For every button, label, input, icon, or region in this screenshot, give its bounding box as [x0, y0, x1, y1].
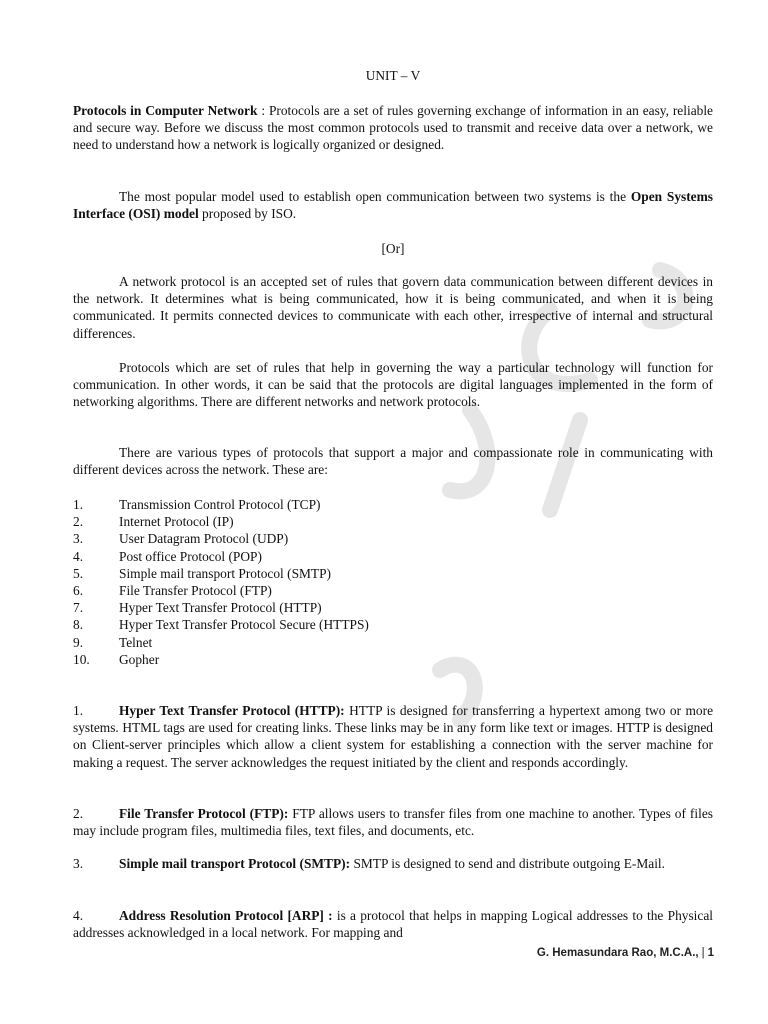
types-paragraph: There are various types of protocols that support a major and compassionate role in communicating with different devices across the network. These are:: [73, 445, 713, 478]
unit-title: UNIT – V: [365, 68, 421, 83]
intro-term: Protocols in Computer Network: [73, 103, 258, 118]
list-number: 8.: [73, 617, 84, 633]
list-item: [73, 616, 713, 633]
intro-paragraph: [73, 102, 713, 154]
list-number: 3.: [73, 531, 84, 547]
list-item: [73, 530, 713, 547]
detail-smtp: [73, 855, 713, 872]
list-number: 5.: [73, 565, 84, 581]
detail-term: File Transfer Protocol (FTP):: [119, 806, 289, 821]
detail-term: Simple mail transport Protocol (SMTP):: [119, 856, 351, 871]
list-label: Telnet: [119, 634, 153, 650]
list-item: [73, 548, 713, 565]
footer-author: G. Hemasundara Rao, M.C.A.,: [536, 947, 699, 959]
list-number: 1.: [73, 497, 84, 512]
detail-number: 3.: [73, 856, 84, 871]
detail-text: HTTP is designed for transferring a hypertext among two or more systems. HTML tags are used for creating links. These links may be in any form like text or images. HTTP is designed on Client-server principles which allow a client system for establishing a connection with the server machine for making a request. The server acknowledges the request initiated by the client and responds accordingly.: [73, 703, 714, 770]
page-number: 1: [707, 947, 714, 959]
page-footer: [537, 947, 714, 959]
list-item: [73, 634, 713, 651]
list-item: [73, 513, 713, 530]
intro-text: Protocols are a set of rules governing exchange of information in an easy, reliable and secure way. Before we discuss the most common protocols used to transmit and receive data over a network, we need to understand how a network is logically organized or designed.: [73, 103, 713, 153]
list-label: Internet Protocol (IP): [119, 514, 234, 530]
list-label: Simple mail transport Protocol (SMTP): [119, 565, 332, 581]
list-number: 7.: [73, 600, 84, 616]
or-separator: [Or]: [381, 241, 405, 256]
osi-before: The most popular model used to establish open communication between two systems is the: [119, 189, 631, 204]
list-item: [73, 496, 713, 513]
list-number: 6.: [73, 582, 84, 598]
list-label: Gopher: [119, 651, 160, 667]
intro-separator: :: [257, 103, 269, 118]
detail-http: [73, 702, 713, 771]
detail-text: is a protocol that helps in mapping Logical addresses to the Physical addresses acknowledged in a local network. For mapping and: [73, 908, 713, 941]
list-number: 2.: [73, 514, 84, 530]
protocol-list: [73, 496, 713, 668]
detail-term: Address Resolution Protocol [ARP] :: [119, 908, 333, 923]
list-label: Hyper Text Transfer Protocol (HTTP): [119, 600, 322, 616]
list-label: Hyper Text Transfer Protocol Secure (HTTPS): [119, 617, 369, 633]
list-label: Transmission Control Protocol (TCP): [119, 497, 321, 512]
languages-paragraph: Protocols which are set of rules that help in governing the way a particular technology will function for communication. In other words, it can be said that the protocols are digital languages implemented in the form of networking algorithms. There are different networks and network protocols.: [73, 360, 713, 410]
detail-number: 2.: [73, 806, 84, 821]
list-number: 10.: [73, 651, 90, 667]
osi-model-term: Open Systems Interface (OSI) model: [73, 189, 713, 222]
list-label: File Transfer Protocol (FTP): [119, 582, 272, 598]
detail-number: 1.: [73, 703, 84, 718]
list-number: 9.: [73, 634, 84, 650]
detail-text: SMTP is designed to send and distribute outgoing E-Mail.: [350, 856, 666, 871]
detail-text: FTP allows users to transfer files from one machine to another. Types of files may include program files, multimedia files, text files, and documents, etc.: [73, 806, 713, 839]
osi-paragraph: [73, 188, 713, 222]
osi-after: proposed by ISO.: [198, 206, 297, 222]
footer-separator: |: [701, 947, 705, 959]
list-number: 4.: [73, 548, 84, 564]
list-item: [73, 582, 713, 599]
document-page: [73, 0, 713, 1024]
list-item: [73, 651, 713, 668]
detail-arp: [73, 907, 713, 941]
detail-ftp: [73, 805, 713, 839]
list-label: Post office Protocol (POP): [119, 548, 262, 564]
detail-number: 4.: [73, 908, 84, 923]
definition-paragraph: A network protocol is an accepted set of rules that govern data communication between different devices in the network. It determines what is being communicated, how it is being communicated, and when it is being communicated. It permits connected devices to communicate with each other, irrespective of internal and structural differences.: [73, 274, 713, 341]
list-label: User Datagram Protocol (UDP): [119, 531, 289, 547]
list-item: [73, 565, 713, 582]
list-item: [73, 599, 713, 616]
detail-term: Hyper Text Transfer Protocol (HTTP):: [119, 703, 345, 718]
